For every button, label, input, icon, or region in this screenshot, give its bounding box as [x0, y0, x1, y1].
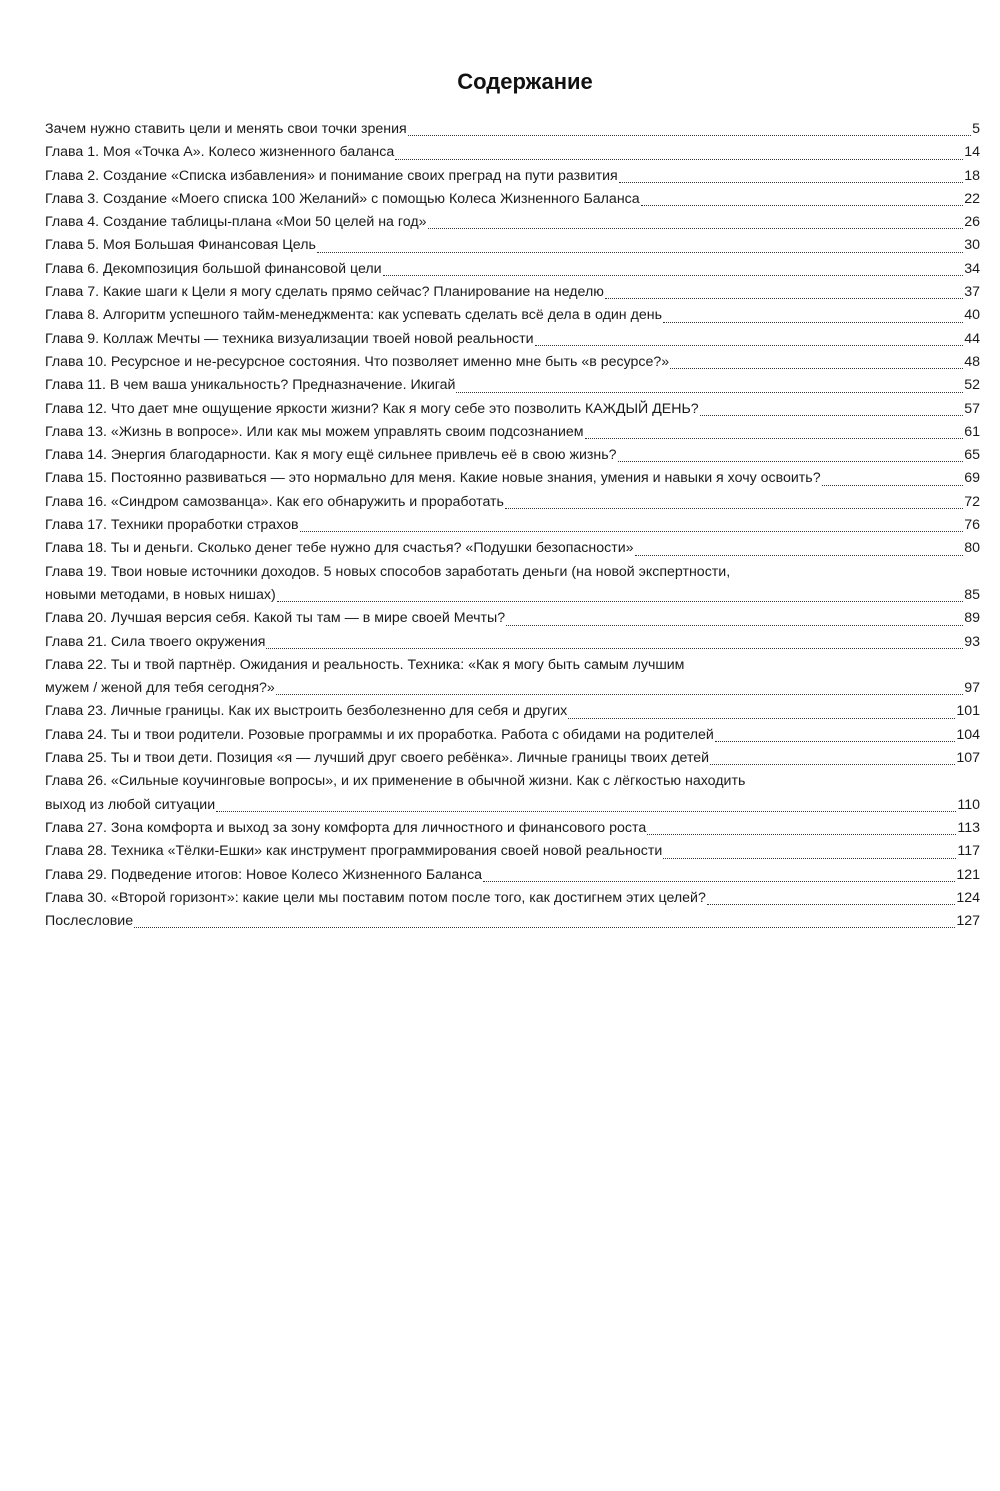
toc-entry-title: Глава 9. Коллаж Мечты — техника визуализации твоей новой реальности: [45, 330, 534, 347]
dot-leader: [300, 530, 964, 532]
toc-entry-title: Глава 10. Ресурсное и не-ресурсное состояния. Что позволяет именно мне быть «в ресурсе?»: [45, 353, 670, 370]
toc-entry-title: Глава 28. Техника «Тёлки-Ешки» как инструмент программирования своей новой реальности: [45, 843, 663, 860]
toc-entry[interactable]: [45, 770, 980, 817]
toc-entry[interactable]: [45, 165, 980, 188]
dot-leader: [408, 134, 971, 136]
dot-leader: [506, 624, 963, 626]
toc-page-number: 93: [964, 633, 980, 650]
toc-entry[interactable]: [45, 328, 980, 351]
toc-page-number: 80: [964, 540, 980, 557]
toc-entry[interactable]: [45, 211, 980, 234]
toc-entry-title: Глава 2. Создание «Списка избавления» и понимание своих преград на пути развития: [45, 167, 618, 184]
toc-entry-title: Глава 21. Сила твоего окружения: [45, 633, 266, 650]
dot-leader: [641, 204, 964, 206]
toc-entry-title: Глава 15. Постоянно развиваться — это нормально для меня. Какие новые знания, умения и навыки я хочу освоить?: [45, 470, 821, 487]
toc-entry-title: Глава 22. Ты и твой партнёр. Ожидания и реальность. Техника: «Как я могу быть самым лучшим: [45, 656, 685, 673]
toc-entry-title: Глава 7. Какие шаги к Цели я могу сделать прямо сейчас? Планирование на неделю: [45, 284, 604, 301]
toc-page-number: 26: [964, 214, 980, 231]
toc-entry-title: мужем / женой для тебя сегодня?»: [45, 680, 275, 697]
toc-entry[interactable]: [45, 351, 980, 374]
dot-leader: [266, 647, 963, 649]
toc-entry[interactable]: [45, 304, 980, 327]
toc-page-number: 57: [964, 400, 980, 417]
toc-entry-title: Глава 13. «Жизнь в вопросе». Или как мы можем управлять своим подсознанием: [45, 423, 584, 440]
toc-entry-title: Глава 1. Моя «Точка А». Колесо жизненного баланса: [45, 144, 395, 161]
dot-leader: [216, 810, 956, 812]
dot-leader: [619, 181, 964, 183]
toc-entry[interactable]: [45, 514, 980, 537]
toc-page-number: 101: [956, 703, 980, 720]
toc-entry[interactable]: [45, 654, 980, 701]
toc-entry-title: Послесловие: [45, 913, 134, 930]
dot-leader: [822, 484, 964, 486]
toc-entry-title: новыми методами, в новых нишах): [45, 586, 276, 603]
toc-page-number: 61: [964, 423, 980, 440]
toc-entry[interactable]: [45, 631, 980, 654]
toc-entry-title: Глава 19. Твои новые источники доходов. 5 новых способов заработать деньги (на новой экспертности,: [45, 563, 731, 580]
toc-entry-title: Глава 4. Создание таблицы-плана «Мои 50 целей на год»: [45, 214, 427, 231]
dot-leader: [618, 460, 964, 462]
toc-entry-title: Глава 29. Подведение итогов: Новое Колесо Жизненного Баланса: [45, 866, 483, 883]
dot-leader: [317, 251, 963, 253]
dot-leader: [383, 274, 964, 276]
toc-page-number: 121: [956, 866, 980, 883]
dot-leader: [428, 227, 964, 229]
toc-entry[interactable]: [45, 700, 980, 723]
toc-entry[interactable]: [45, 817, 980, 840]
toc-entry[interactable]: [45, 607, 980, 630]
toc-entry-title: Глава 16. «Синдром самозванца». Как его обнаружить и проработать: [45, 493, 504, 510]
dot-leader: [710, 763, 955, 765]
dot-leader: [605, 297, 963, 299]
dot-leader: [535, 344, 964, 346]
toc-page-number: 30: [964, 237, 980, 254]
toc-entry[interactable]: [45, 141, 980, 164]
toc-entry-title: Глава 11. В чем ваша уникальность? Предназначение. Икигай: [45, 377, 456, 394]
page-title: Содержание: [457, 68, 593, 94]
toc-entry-title: Зачем нужно ставить цели и менять свои точки зрения: [45, 121, 407, 137]
toc-page-number: 97: [964, 680, 980, 697]
toc-entry[interactable]: [45, 887, 980, 910]
dot-leader: [395, 158, 963, 160]
toc-entry-title: Глава 14. Энергия благодарности. Как я могу ещё сильнее привлечь её в свою жизнь?: [45, 447, 617, 464]
toc-entry[interactable]: [45, 747, 980, 770]
toc-entry[interactable]: [45, 467, 980, 490]
toc-entry[interactable]: [45, 234, 980, 257]
toc-entry-title: Глава 26. «Сильные коучинговые вопросы», и их применение в обычной жизни. Как с лёгкостью находить: [45, 773, 746, 790]
toc-entry-title: Глава 30. «Второй горизонт»: какие цели мы поставим потом после того, как достигнем этих целей?: [45, 889, 706, 906]
toc-page-number: 65: [964, 447, 980, 464]
toc-page-number: 40: [964, 307, 980, 324]
toc-page-number: 18: [964, 167, 980, 184]
table-of-contents: [45, 118, 980, 933]
toc-entry-title: Глава 25. Ты и твои дети. Позиция «я — лучший друг своего ребёнка». Личные границы твоих детей: [45, 750, 710, 767]
toc-entry-title: выход из любой ситуации: [45, 796, 216, 813]
toc-entry-title: Глава 27. Зона комфорта и выход за зону комфорта для личностного и финансового роста: [45, 819, 647, 836]
toc-page-number: 85: [964, 586, 980, 603]
dot-leader: [700, 414, 964, 416]
dot-leader: [134, 926, 955, 928]
toc-page-number: 14: [964, 144, 980, 161]
toc-entry[interactable]: [45, 398, 980, 421]
toc-page-number: 48: [964, 353, 980, 370]
toc-page-number: 44: [964, 330, 980, 347]
dot-leader: [585, 437, 964, 439]
toc-entry[interactable]: [45, 864, 980, 887]
toc-entry-title: Глава 6. Декомпозиция большой финансовой цели: [45, 260, 382, 277]
toc-entry-title: Глава 23. Личные границы. Как их выстроить безболезненно для себя и других: [45, 703, 568, 720]
dot-leader: [505, 507, 963, 509]
dot-leader: [277, 600, 963, 602]
dot-leader: [483, 880, 955, 882]
toc-entry-title: Глава 18. Ты и деньги. Сколько денег тебе нужно для счастья? «Подушки безопасности»: [45, 540, 634, 557]
toc-entry[interactable]: [45, 840, 980, 863]
toc-entry[interactable]: [45, 444, 980, 467]
dot-leader: [707, 903, 955, 905]
toc-entry[interactable]: [45, 421, 980, 444]
toc-entry[interactable]: [45, 258, 980, 281]
toc-entry-title: Глава 5. Моя Большая Финансовая Цель: [45, 237, 316, 254]
toc-page-number: 107: [956, 750, 980, 767]
toc-entry-title: Глава 17. Техники проработки страхов: [45, 517, 299, 534]
toc-page-number: 5: [972, 121, 980, 137]
toc-page-number: 110: [957, 796, 980, 813]
toc-entry[interactable]: [45, 374, 980, 397]
dot-leader: [456, 391, 963, 393]
toc-entry[interactable]: [45, 491, 980, 514]
toc-page-number: 117: [957, 843, 980, 860]
toc-page-number: 69: [964, 470, 980, 487]
dot-leader: [635, 554, 964, 556]
toc-page-number: 22: [964, 190, 980, 207]
toc-page-number: 124: [956, 889, 980, 906]
dot-leader: [715, 740, 955, 742]
toc-entry[interactable]: [45, 281, 980, 304]
dot-leader: [670, 367, 963, 369]
dot-leader: [568, 717, 955, 719]
toc-entry[interactable]: [45, 537, 980, 560]
toc-page-number: 89: [964, 610, 980, 627]
toc-page-number: 52: [964, 377, 980, 394]
toc-page-number: 76: [964, 517, 980, 534]
dot-leader: [647, 833, 956, 835]
dot-leader: [663, 857, 956, 859]
toc-entry-title: Глава 8. Алгоритм успешного тайм-менеджмента: как успевать сделать всё дела в один день: [45, 307, 662, 324]
toc-entry[interactable]: [45, 724, 980, 747]
toc-entry-title: Глава 24. Ты и твои родители. Розовые программы и их проработка. Работа с обидами на родителей: [45, 726, 714, 743]
toc-entry[interactable]: [45, 561, 980, 608]
toc-page-number: 113: [957, 819, 980, 836]
toc-entry-title: Глава 12. Что дает мне ощущение яркости жизни? Как я могу себе это позволить КАЖДЫЙ ДЕНЬ?: [45, 400, 699, 417]
toc-entry[interactable]: [45, 188, 980, 211]
toc-entry[interactable]: [45, 910, 980, 933]
toc-page-number: 104: [956, 726, 980, 743]
toc-entry-title: Глава 3. Создание «Моего списка 100 Желаний» с помощью Колеса Жизненного Баланса: [45, 190, 640, 207]
toc-page-number: 72: [964, 493, 980, 510]
toc-page-number: 127: [956, 913, 980, 930]
dot-leader: [663, 321, 963, 323]
toc-entry[interactable]: [45, 118, 980, 141]
toc-page-number: 37: [964, 284, 980, 301]
toc-entry-title: Глава 20. Лучшая версия себя. Какой ты там — в мире своей Мечты?: [45, 610, 506, 627]
dot-leader: [276, 693, 963, 695]
toc-page-number: 34: [964, 260, 980, 277]
